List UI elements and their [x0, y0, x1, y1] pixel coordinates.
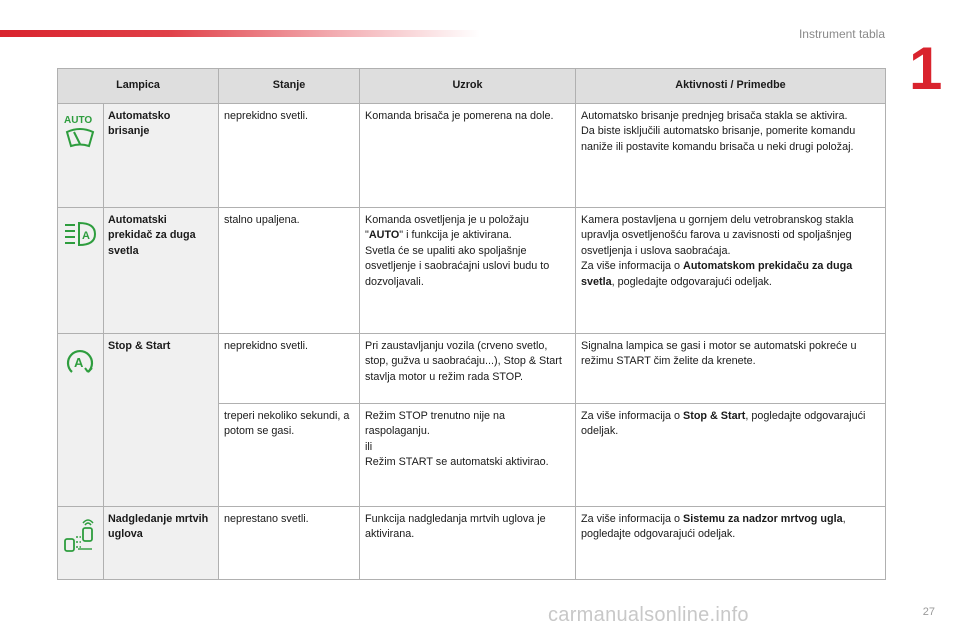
- cause-quote-open: ": [365, 229, 369, 242]
- svg-text:A: A: [74, 355, 84, 370]
- state-text: stalno upaljena.: [219, 208, 360, 334]
- stop-start-icon: [63, 346, 103, 381]
- action-lead: Kamera postavljena u gornjem delu vetrobranskog stakla upravlja osvetljenošću farova u zavisnosti od spoljašnjeg osvetljenja i uslova saobraćaja. Za više informacija o: [581, 214, 854, 273]
- lamp-name: Automatsko brisanje: [104, 104, 219, 208]
- cause-keyword: AUTO: [368, 229, 400, 242]
- column-header-cause: Uzrok: [360, 69, 576, 104]
- warning-lamp-table: [57, 68, 886, 580]
- table-row: [58, 104, 886, 208]
- lamp-name: Automatski prekidač za duga svetla: [104, 208, 219, 334]
- cause-text: Režim STOP trenutno nije na raspolaganju. ili Režim START se automatski aktivirao.: [360, 404, 576, 507]
- action-keyword: Sistemu za nadzor mrtvog ugla: [683, 513, 843, 525]
- icon-cell: [58, 208, 104, 334]
- table-row: [58, 208, 886, 334]
- auto-headlamp-icon: [63, 221, 103, 252]
- page-number: 27: [922, 606, 935, 618]
- lamp-name: Stop & Start: [104, 334, 219, 507]
- table-header-row: [58, 69, 886, 104]
- action-text: [576, 404, 886, 507]
- action-text: Signalna lampica se gasi i motor se automatski pokreće u režimu START čim želite da krenete.: [576, 334, 886, 404]
- cause-text: Komanda brisača je pomerena na dole.: [360, 104, 576, 208]
- icon-cell: [58, 334, 104, 507]
- column-header-state: Stanje: [219, 69, 360, 104]
- action-rest: , pogledajte odgovarajući odeljak.: [581, 513, 846, 541]
- action-keyword: Automatskom prekidaču za duga svetla: [581, 260, 853, 288]
- svg-text:A: A: [82, 230, 90, 242]
- svg-text:AUTO: AUTO: [64, 115, 93, 126]
- lamp-name: Nadgledanje mrtvih uglova: [104, 507, 219, 580]
- icon-cell: [58, 507, 104, 580]
- action-lead: Za više informacija o: [581, 513, 684, 525]
- action-text: [576, 208, 886, 334]
- table-row: [58, 334, 886, 404]
- action-text: [576, 507, 886, 580]
- cause-lead: Komanda osvetljenja je u položaju: [365, 214, 529, 226]
- action-text: Automatsko brisanje prednjeg brisača stakla se aktivira. Da biste isključili automatsko brisanje, pomerite komandu naniže ili postavite komandu brisača u neki drugi položaj.: [576, 104, 886, 208]
- table-row: [58, 507, 886, 580]
- watermark: carmanualsonline.info: [548, 604, 749, 626]
- action-rest: , pogledajte odgovarajući odeljak.: [581, 410, 866, 438]
- action-rest: , pogledajte odgovarajući odeljak.: [611, 275, 772, 288]
- cause-text: [360, 208, 576, 334]
- state-text: treperi nekoliko sekundi, a potom se gasi.: [219, 404, 360, 507]
- icon-cell: [58, 104, 104, 208]
- column-header-action: Aktivnosti / Primedbe: [576, 69, 886, 104]
- blind-spot-icon: [63, 519, 103, 558]
- state-text: neprestano svetli.: [219, 507, 360, 580]
- cause-text: Funkcija nadgledanja mrtvih uglova je aktivirana.: [360, 507, 576, 580]
- cause-rest: " i funkcija je aktivirana. Svetla će se upaliti ako spoljašnje osvetljenje i saobraćajni uslovi budu to dozvoljavali.: [365, 229, 550, 288]
- section-title: Instrument tabla: [798, 27, 885, 41]
- action-lead: Za više informacija o: [581, 410, 684, 422]
- column-header-lamp: Lampica: [58, 69, 219, 104]
- auto-wiper-icon: [63, 112, 103, 157]
- chapter-number: 1: [909, 35, 943, 102]
- state-text: neprekidno svetli.: [219, 334, 360, 404]
- top-accent-bar: [0, 30, 480, 37]
- cause-text: Pri zaustavljanju vozila (crveno svetlo, stop, gužva u saobraćaju...), Stop & Start stavlja motor u režim rada STOP.: [360, 334, 576, 404]
- action-keyword: Stop & Start: [683, 410, 746, 422]
- state-text: neprekidno svetli.: [219, 104, 360, 208]
